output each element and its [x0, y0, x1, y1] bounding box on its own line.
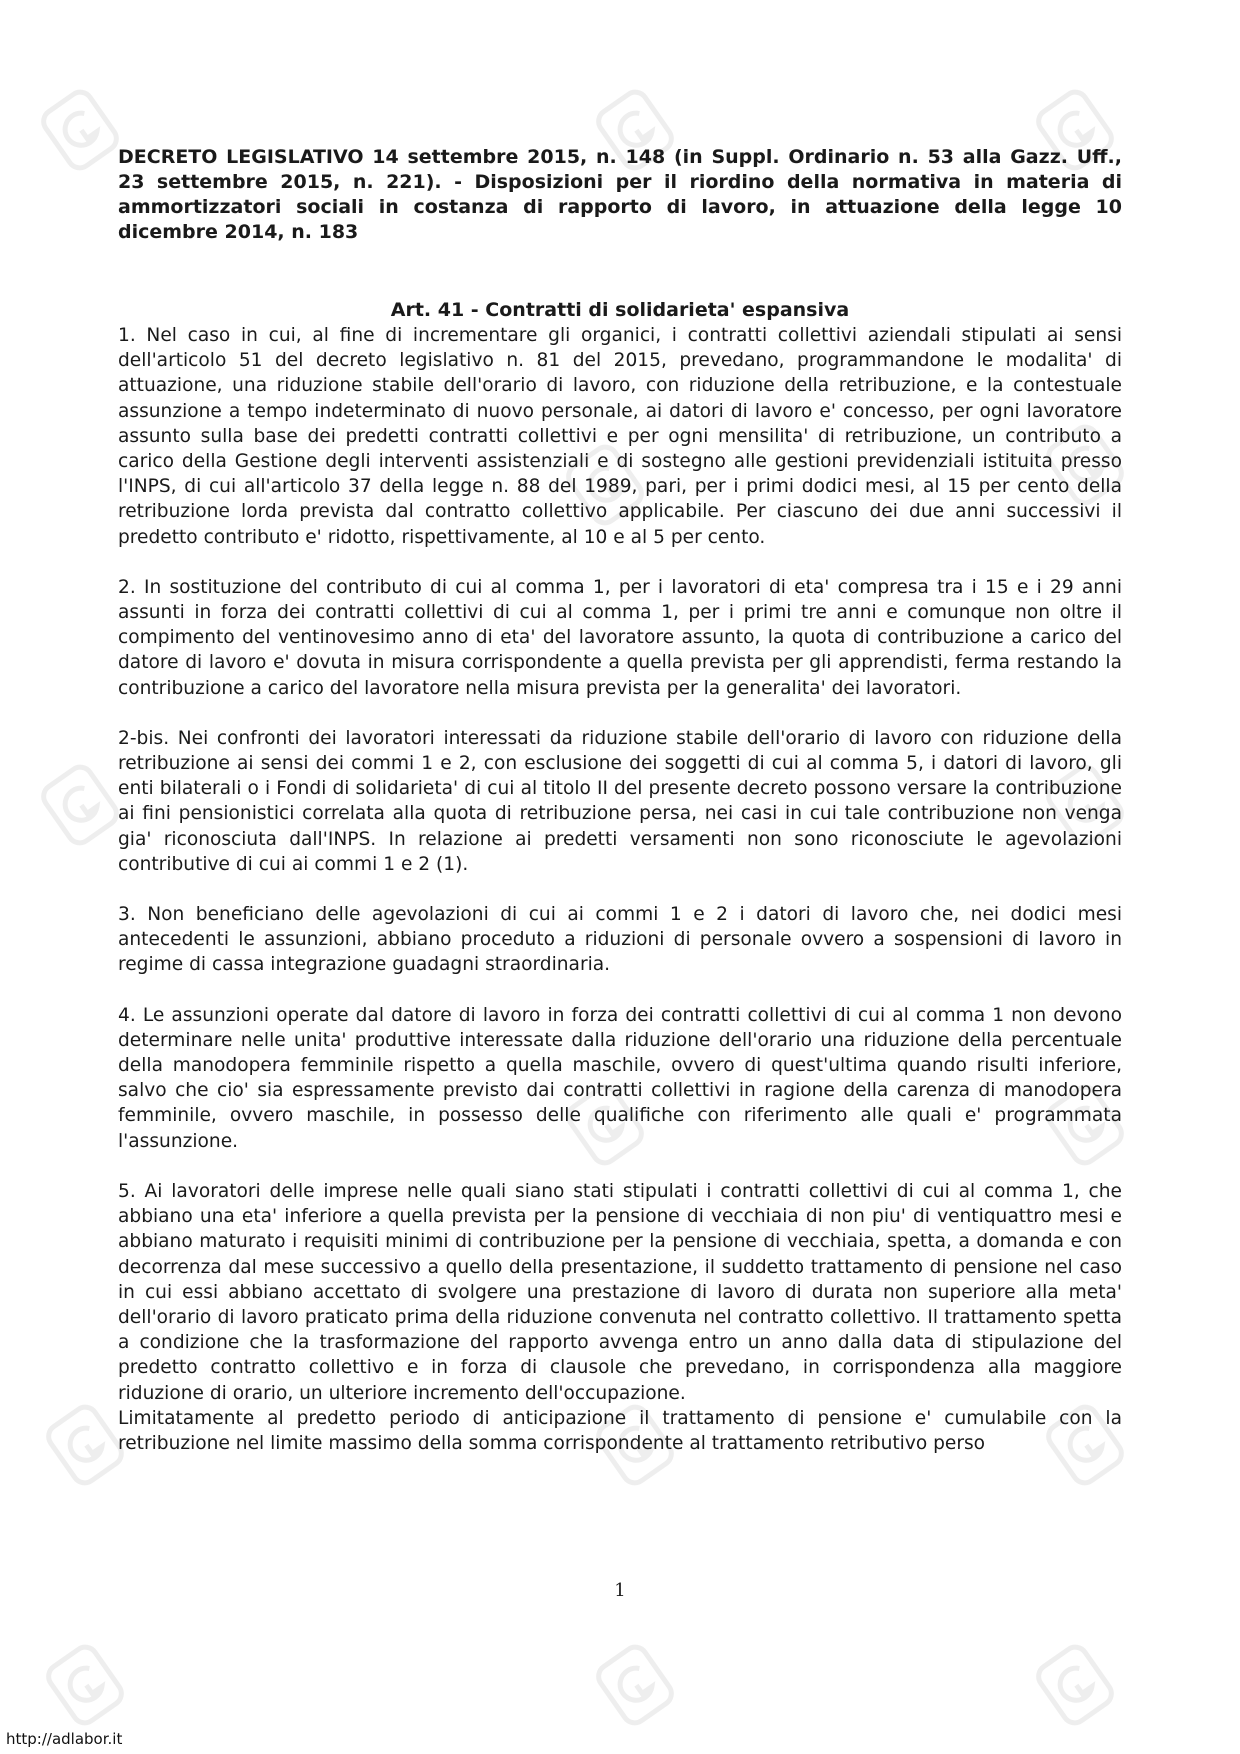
document-title: DECRETO LEGISLATIVO 14 settembre 2015, n. 148 (in Suppl. Ordinario n. 53 alla Gazz. Uff., 23 settembre 2015, n. 221). - Disposizioni per il riordino della normativa in materia di ammortizzatori sociali in costanza di rapporto di lavoro, in attuazione della legge 10 dicembre 2014, n. 183 [118, 146, 1122, 243]
paragraph-comma-4: 4. Le assunzioni operate dal datore di lavoro in forza dei contratti collettivi di cui al comma 1 non devono determinare nelle unita' produttive interessate dalla riduzione dell'orario una riduzione della percentuale della manodopera femminile rispetto a quella maschile, ovvero di quest'ultima quando risulti inferiore, salvo che cio' sia espressamente previsto dai contratti collettivi in ragione della carenza di manodopera femminile, ovvero maschile, in possesso delle qualifiche con riferimento alle quali e' programmata l'assunzione. [118, 1004, 1122, 1152]
paragraph-comma-2: 2. In sostituzione del contributo di cui al comma 1, per i lavoratori di eta' compresa tra i 15 e i 29 anni assunti in forza dei contratti collettivi di cui al comma 1, per i primi tre anni e comunque non oltre il compimento del ventinovesimo anno di eta' del lavoratore assunto, la quota di contribuzione a carico del datore di lavoro e' dovuta in misura corrispondente a quella prevista per gli apprendisti, ferma restando la contribuzione a carico del lavoratore nella misura prevista per la generalita' dei lavoratori. [118, 576, 1122, 699]
paragraph-comma-5: 5. Ai lavoratori delle imprese nelle quali siano stati stipulati i contratti collettivi di cui al comma 1, che abbiano una eta' inferiore a quella prevista per la pensione di vecchiaia di non piu' di ventiquattro mesi e abbiano maturato i requisiti minimi di contribuzione per la pensione di vecchiaia, spetta, a domanda e con decorrenza dal mese successivo a quello della presentazione, il suddetto trattamento di pensione nel caso in cui essi abbiano accettato di svolgere una prestazione di lavoro di durata non superiore alla meta' dell'orario di lavoro praticato prima della riduzione convenuta nel contratto collettivo. Il trattamento spetta a condizione che la trasformazione del rapporto avvenga entro un anno dalla data di stipulazione del predetto contratto collettivo e in forza di clausole che prevedano, in corrispondenza alla maggiore riduzione di orario, un ulteriore incremento dell'occupazione. [118, 1180, 1122, 1404]
watermark-logo-icon [40, 1400, 130, 1490]
paragraph-comma-2-bis: 2-bis. Nei confronti dei lavoratori interessati da riduzione stabile dell'orario di lavoro con riduzione della retribuzione ai sensi dei commi 1 e 2, con esclusione dei soggetti di cui al comma 5, i datori di lavoro, gli enti bilaterali o i Fondi di solidarieta' di cui al titolo II del presente decreto possono versare la contribuzione ai fini pensionistici correlata alla quota di retribuzione persa, nei casi in cui tale contribuzione non venga gia' riconosciuta dall'INPS. In relazione ai predetti versamenti non sono riconosciute le agevolazioni contributive di cui ai commi 1 e 2 (1). [118, 727, 1122, 875]
watermark-logo-icon [35, 85, 125, 175]
watermark-logo-icon [1030, 1640, 1120, 1730]
paragraph-comma-5-continued: Limitatamente al predetto periodo di anticipazione il trattamento di pensione e' cumulabile con la retribuzione nel limite massimo della somma corrispondente al trattamento retributivo perso [118, 1407, 1122, 1454]
document-body [118, 145, 1122, 1456]
watermark-logo-icon [40, 1640, 130, 1730]
article-heading: Art. 41 - Contratti di solidarieta' espansiva [390, 299, 850, 321]
watermark-logo-icon [590, 1640, 680, 1730]
page-number: 1 [614, 1580, 626, 1601]
paragraph-comma-3: 3. Non beneficiano delle agevolazioni di cui ai commi 1 e 2 i datori di lavoro che, nei dodici mesi antecedenti le assunzioni, abbiano proceduto a riduzioni di personale ovvero a sospensioni di lavoro in regime di cassa integrazione guadagni straordinaria. [118, 904, 1122, 976]
footer-url-link[interactable]: http://adlabor.it [6, 1730, 123, 1748]
paragraph-comma-1: 1. Nel caso in cui, al fine di incrementare gli organici, i contratti collettivi aziendali stipulati ai sensi dell'articolo 51 del decreto legislativo n. 81 del 2015, prevedano, programmandone le modalita' di attuazione, una riduzione stabile dell'orario di lavoro, con riduzione della retribuzione, e la contestuale assunzione a tempo indeterminato di nuovo personale, ai datori di lavoro e' concesso, per ogni lavoratore assunto sulla base dei predetti contratti collettivi e per ogni mensilita' di retribuzione, un contributo a carico della Gestione degli interventi assistenziali e di sostegno alle gestioni previdenziali istituita presso l'INPS, di cui all'articolo 37 della legge n. 88 del 1989, pari, per i primi dodici mesi, al 15 per cento della retribuzione lorda prevista dal contratto collettivo applicabile. Per ciascuno dei due anni successivi il predetto contributo e' ridotto, rispettivamente, al 10 e al 5 per cento. [118, 325, 1122, 548]
watermark-logo-icon [35, 760, 125, 850]
